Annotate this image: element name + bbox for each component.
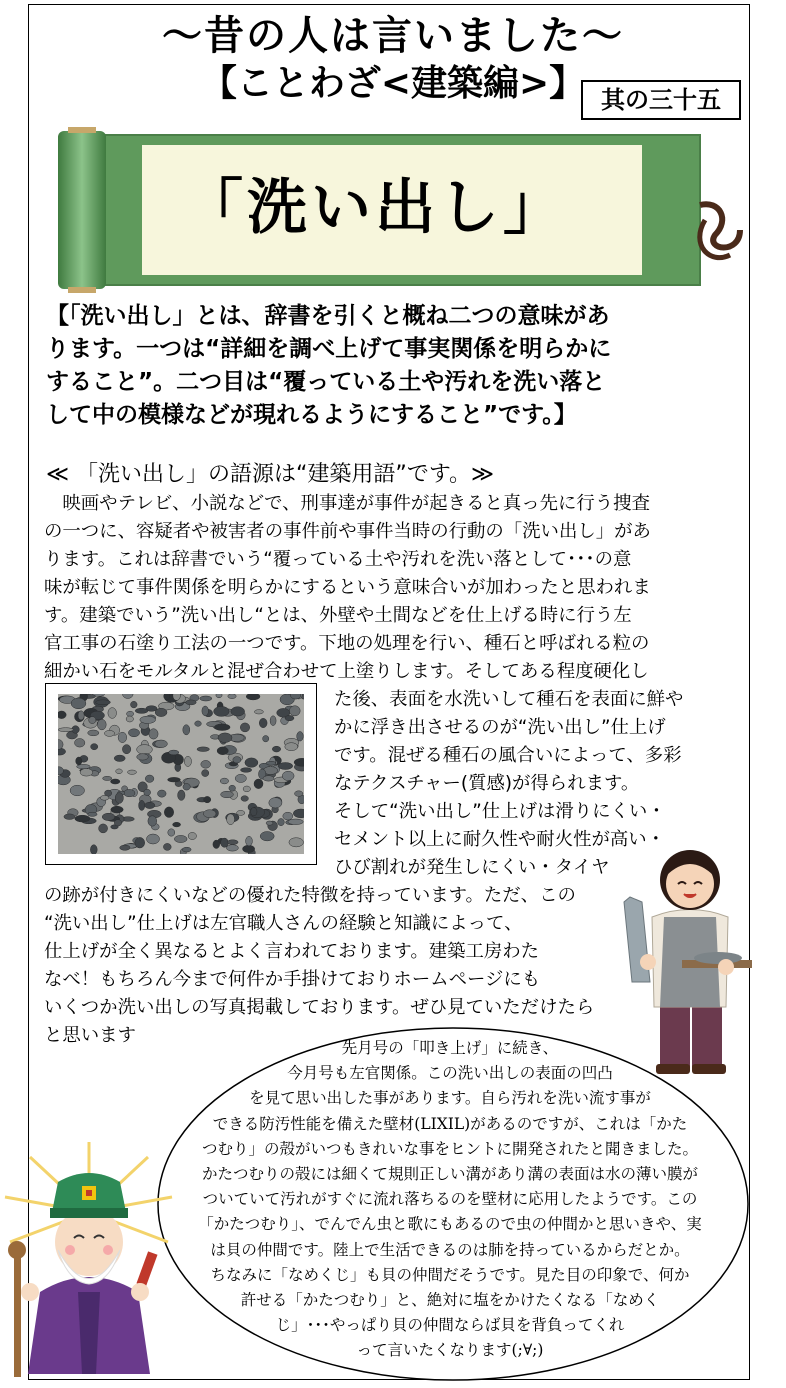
bubble-line: できる防汚性能を備えた壁材(LIXIL)があるのですが、これは「かた xyxy=(212,1114,688,1133)
bubble-line: つむり」の殻がいつもきれいな事をヒントに開発されたと聞きました。 xyxy=(201,1139,698,1158)
intro-line: 【「洗い出し」とは、辞書を引くと概ね二つの意味があ xyxy=(46,303,610,329)
intro-line: ります。一つは“詳細を調べ上げて事実関係を明らかに xyxy=(46,336,612,362)
body-line: “洗い出し”仕上げは左官職人さんの経験と知識によって、 xyxy=(44,913,523,934)
bubble-line: 先月号の「叩き上げ」に続き、 xyxy=(341,1039,559,1057)
body-line: の跡が付きにくいなどの優れた特徴を持っています。ただ、この xyxy=(44,885,576,906)
bubble-line: は貝の仲間です。陸上で生活できるのは肺を持っているからだとか。 xyxy=(210,1240,690,1259)
pebble-image xyxy=(58,694,304,854)
body-line: 味が転じて事件関係を明らかにするという意味合いが加わったと思われま xyxy=(44,577,651,598)
section-heading: ≪ 「洗い出し」の語源は“建築用語”です。≫ xyxy=(46,462,495,487)
bubble-line: 許せる「かたつむり」と、絶対に塩をかけたくなる「なめく xyxy=(240,1291,660,1310)
body-text-bottom xyxy=(44,882,594,1050)
body-line: 仕上げが全く異なるとよく言われております。建築工房わた xyxy=(44,941,540,962)
bubble-line: 今月号も左官関係。この洗い出しの表面の凹凸 xyxy=(287,1064,613,1083)
body-text-top xyxy=(44,490,651,686)
body-line: 官工事の石塗り工法の一つです。下地の処理を行い、種石と呼ばれる粒の xyxy=(44,633,650,654)
body-line: セメント以上に耐久性や耐火性が高い・ xyxy=(334,829,666,850)
bubble-line: かたつむりの殻には細くて規則正しい溝があり溝の表面は水の薄い膜が xyxy=(201,1165,698,1184)
bubble-text xyxy=(150,1036,750,1364)
body-line: ひび割れが発生しにくい・タイヤ xyxy=(334,857,610,878)
bubble-line: 「かたつむり」、でんでん虫と歌にもあるので虫の仲間かと思いきや、実 xyxy=(198,1215,702,1234)
body-line: なべ！もちろん今まで何件か手掛けておりホームページにも xyxy=(44,969,541,990)
body-line: 細かい石をモルタルと混ぜ合わせて上塗りします。そしてある程度硬化し xyxy=(44,661,649,682)
body-line: いくつか洗い出しの写真掲載しております。ぜひ見ていただけたら xyxy=(44,997,595,1018)
bubble-line: ちなみに「なめくじ」も貝の仲間だそうです。見た目の印象で、何か xyxy=(210,1265,690,1284)
body-line: かに浮き出させるのが“洗い出し”仕上げ xyxy=(334,717,666,738)
body-line: た後、表面を水洗いして種石を表面に鮮や xyxy=(334,689,684,710)
body-line: 映画やテレビ、小説などで、刑事達が事件が起きると真っ先に行う捜査 xyxy=(44,493,650,514)
bubble-line: って言いたくなります(;∀;) xyxy=(356,1341,544,1360)
page-subtitle: 【ことわざ<建築編>】 xyxy=(200,63,586,104)
body-line: そして“洗い出し”仕上げは滑りにくい・ xyxy=(334,801,666,822)
intro-line: すること”。二つ目は“覆っている土や汚れを洗い落と xyxy=(46,369,606,395)
body-line: ります。これは辞書でいう“覆っている土や汚れを洗い落として･･･の意 xyxy=(44,549,632,570)
body-line: と思います xyxy=(44,1025,136,1046)
body-line: なテクスチャー(質感)が得られます。 xyxy=(334,773,640,794)
body-line: です。混ぜる種石の風合いによって、多彩 xyxy=(334,745,682,766)
elder-illustration xyxy=(0,1142,178,1382)
pebble-photo xyxy=(45,683,317,865)
page-title: ～昔の人は言いました～ xyxy=(162,13,624,59)
body-line: の一つに、容疑者や被害者の事件前や事件当時の行動の「洗い出し」があ xyxy=(44,521,651,542)
intro-paragraph xyxy=(46,300,736,432)
bubble-line: を見て思い出した事があります。自ら汚れを洗い流す事が xyxy=(249,1089,651,1108)
issue-number: 其の三十五 xyxy=(581,80,741,120)
scroll-title: 「洗い出し」 xyxy=(183,173,567,243)
intro-line: して中の模様などが現れるようにすること”です。】 xyxy=(46,402,577,428)
body-line: す。建築でいう”洗い出し“とは、外壁や土間などを仕上げる時に行う左 xyxy=(44,605,632,626)
bubble-line: ついていて汚れがすぐに流れ落ちるのを壁材に応用したようです。この xyxy=(202,1190,698,1209)
bubble-line: じ」･･･やっぱり貝の仲間ならば貝を背負ってくれ xyxy=(275,1316,625,1335)
